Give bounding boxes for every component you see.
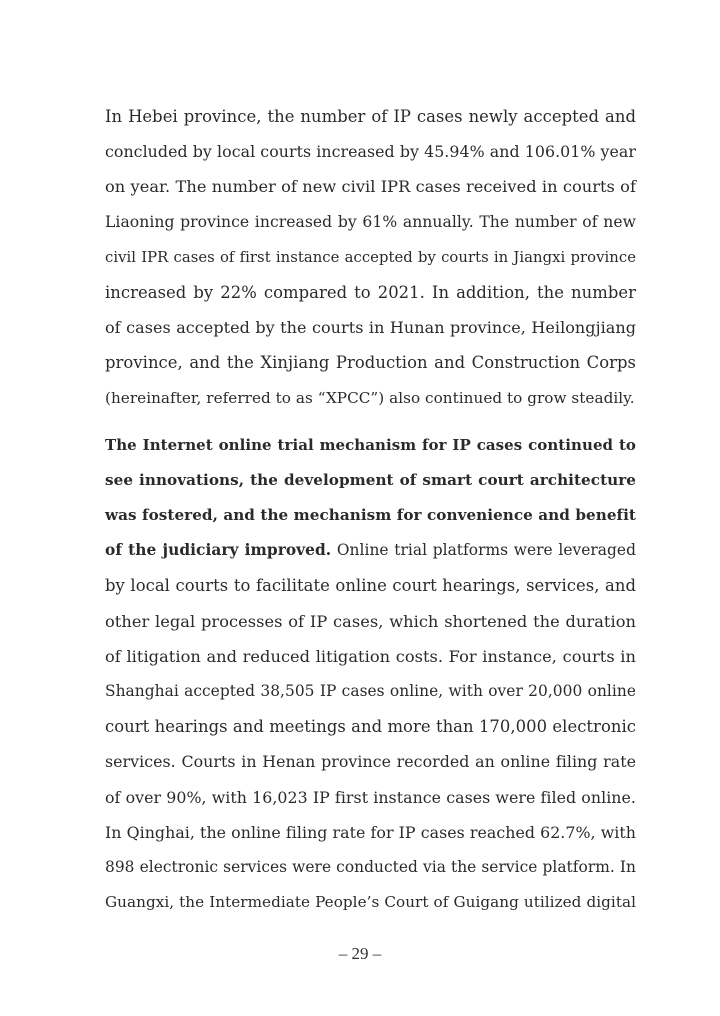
text-line: of cases accepted by the courts in Hunan province, Heilongjiang [105,318,636,338]
bold-heading-line: see innovations, the development of smart court architecture [105,470,636,489]
text-line: on year. The number of new civil IPR cases received in courts of [105,177,636,197]
text-line: of over 90%, with 16,023 IP first instance cases were filed online. [105,787,636,807]
text-line: province, and the Xinjiang Production and Construction Corps [105,353,636,373]
text-line: Liaoning province increased by 61% annually. The number of new [105,212,636,231]
mixed-text-line [105,533,636,568]
text-line: other legal processes of IP cases, which shortened the duration [105,611,636,631]
paragraph-ip-case-growth [105,99,636,416]
text-line: In Qinghai, the online filing rate for IP cases reached 62.7%, with [105,822,636,842]
bold-heading-line: The Internet online trial mechanism for IP cases continued to [105,435,636,454]
text-line: In Hebei province, the number of IP cases newly accepted and [105,107,636,126]
text-line: Shanghai accepted 38,505 IP cases online, with over 20,000 online [105,682,636,700]
text-line: civil IPR cases of first instance accepted by courts in Jiangxi province [105,248,636,266]
text-line: of litigation and reduced litigation costs. For instance, courts in [105,646,636,666]
text-line: court hearings and meetings and more than 170,000 electronic [105,717,636,737]
text-line: increased by 22% compared to 2021. In addition, the number [105,282,636,302]
text-segment: Online trial platforms were leveraged [331,541,636,560]
paragraph-online-trial-mechanism [105,428,636,921]
bold-heading-line: was fostered, and the mechanism for convenience and benefit [105,506,636,525]
text-line: Guangxi, the Intermediate People’s Court of Guigang utilized digital [105,893,636,912]
text-line: 898 electronic services were conducted via the service platform. In [105,857,636,876]
paragraph-spacer [105,416,636,428]
text-line: by local courts to facilitate online court hearings, services, and [105,576,636,596]
bold-heading-end: of the judiciary improved. [105,541,332,560]
text-line: services. Courts in Henan province recorded an online filing rate [105,752,636,772]
text-line: concluded by local courts increased by 45.94% and 106.01% year [105,142,636,162]
document-body [105,99,636,920]
text-line: (hereinafter, referred to as “XPCC”) also continued to grow steadily. [105,388,635,407]
page-number: – 29 – [338,944,382,963]
